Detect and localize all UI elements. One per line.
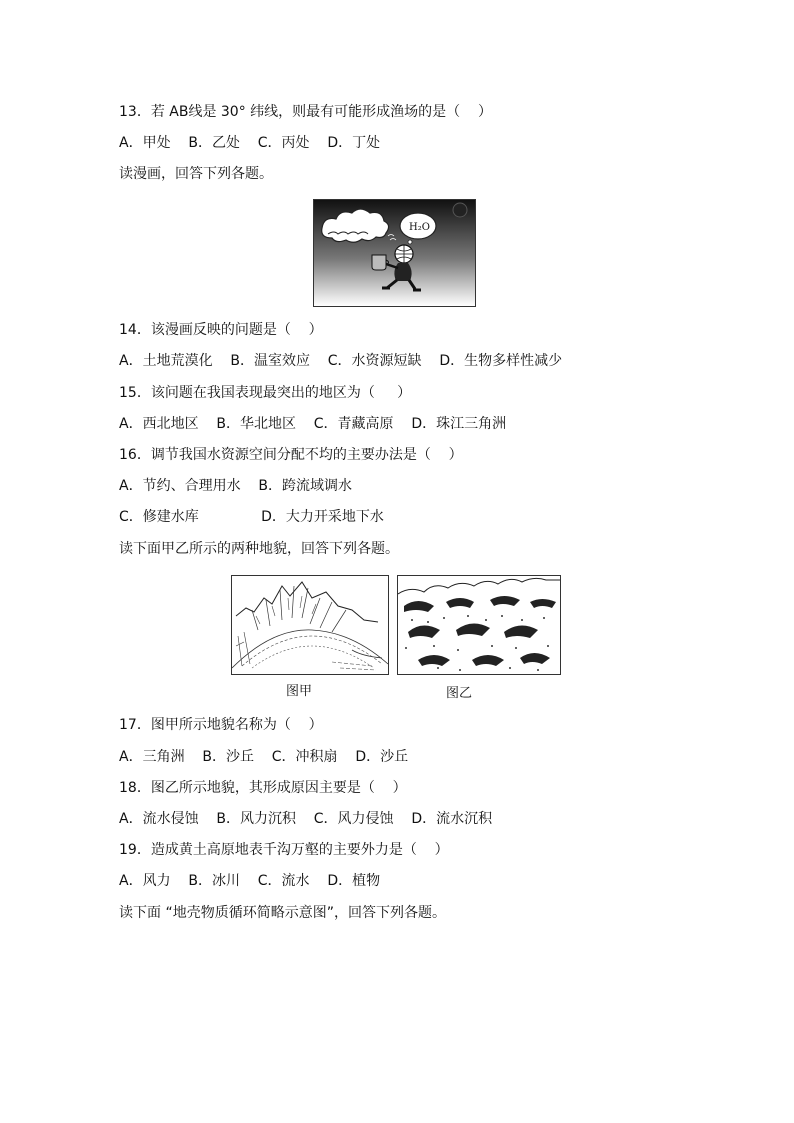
question-14-options: A．土地荒漠化 B．温室效应 C．水资源短缺 D．生物多样性减少 (119, 353, 563, 369)
question-16-stem: 16．调节我国水资源空间分配不均的主要办法是（ ） (119, 447, 463, 463)
figure-yi-caption: 图乙 (446, 686, 473, 701)
alluvial-fan-sketch (232, 576, 388, 674)
question-16-options-row2: C．修建水库 D．大力开采地下水 (119, 509, 384, 525)
cartoon-intro: 读漫画，回答下列各题。 (119, 166, 273, 182)
question-15-stem: 15．该问题在我国表现最突出的地区为（ ） (119, 385, 412, 401)
question-19-options: A．风力 B．冰川 C．流水 D．植物 (119, 873, 381, 889)
sand-dunes-sketch (398, 576, 560, 674)
question-13-options: A．甲处 B．乙处 C．丙处 D．丁处 (119, 135, 381, 151)
cartoon-drawing (314, 200, 475, 306)
question-18-options: A．流水侵蚀 B．风力沉积 C．风力侵蚀 D．流水沉积 (119, 811, 493, 827)
question-17-stem: 17．图甲所示地貌名称为（ ） (119, 717, 323, 733)
question-16-options-row1: A．节约、合理用水 B．跨流域调水 (119, 478, 352, 494)
sun-icon (453, 203, 467, 217)
question-17-options: A．三角洲 B．沙丘 C．冲积扇 D．沙丘 (119, 749, 409, 765)
question-19-stem: 19．造成黄土高原地表千沟万壑的主要外力是（ ） (119, 842, 449, 858)
bubble-text: H₂O (409, 222, 430, 233)
cartoon-figure (313, 199, 476, 307)
figure-jia-caption: 图甲 (286, 684, 313, 699)
question-18-stem: 18．图乙所示地貌，其形成原因主要是（ ） (119, 780, 407, 796)
figure-jia (231, 575, 389, 675)
question-15-options: A．西北地区 B．华北地区 C．青藏高原 D．珠江三角洲 (119, 416, 507, 432)
landforms-intro: 读下面甲乙所示的两种地貌，回答下列各题。 (119, 541, 399, 557)
figure-yi (397, 575, 561, 675)
rock-cycle-intro: 读下面 “地壳物质循环简略示意图”，回答下列各题。 (119, 905, 446, 921)
question-13-stem: 13．若 AB线是 30° 纬线，则最有可能形成渔场的是（ ） (119, 104, 492, 120)
question-14-stem: 14．该漫画反映的问题是（ ） (119, 322, 323, 338)
